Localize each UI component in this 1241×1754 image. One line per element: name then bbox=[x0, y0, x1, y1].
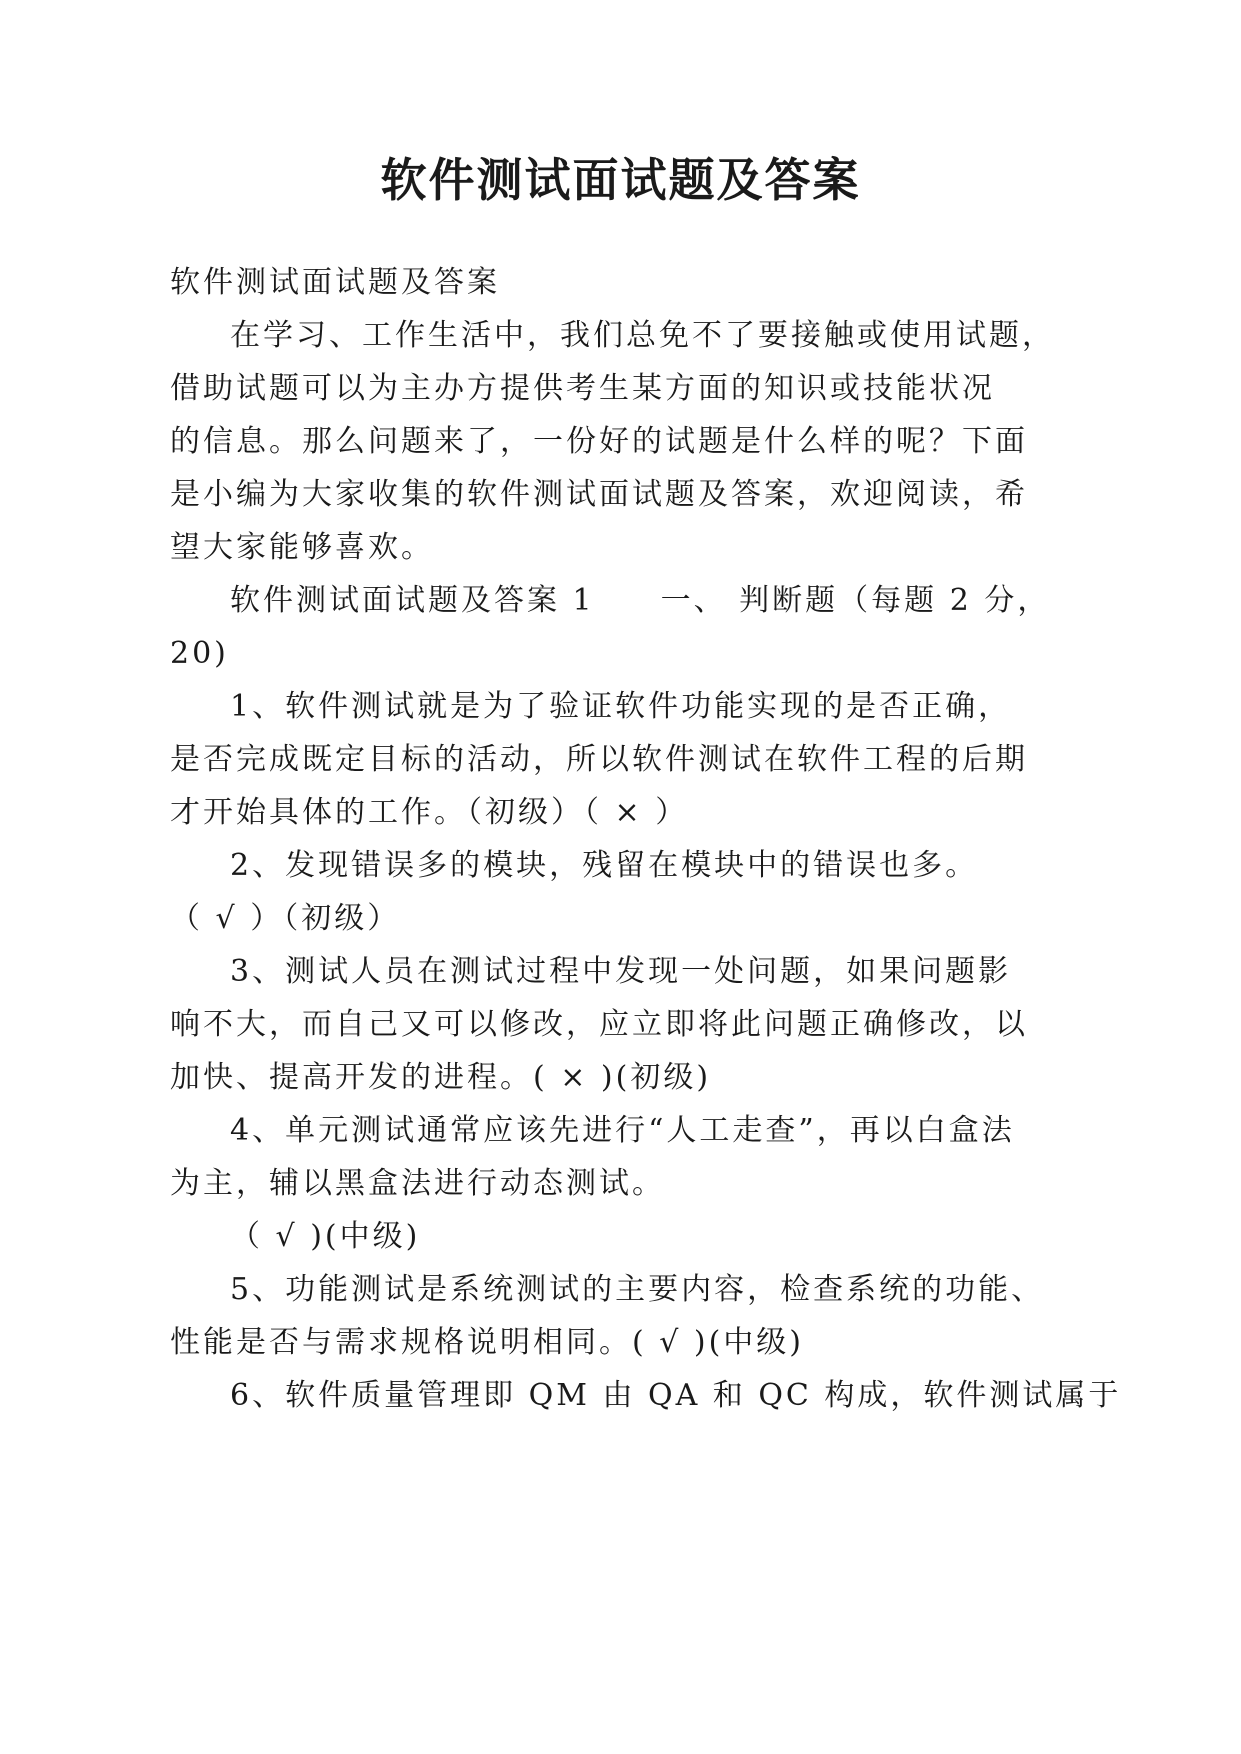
question-5-line-2: 性能是否与需求规格说明相同。( √ )(中级) bbox=[170, 1325, 805, 1360]
document-title: 软件测试面试题及答案 bbox=[380, 153, 861, 207]
question-6-line-1: 6、软件质量管理即 QM 由 QA 和 QC 构成，软件测试属于 bbox=[230, 1378, 1122, 1413]
document-subtitle: 软件测试面试题及答案 bbox=[170, 265, 500, 300]
intro-line-1: 在学习、工作生活中，我们总免不了要接触或使用试题， bbox=[230, 318, 1055, 353]
intro-line-4: 是小编为大家收集的软件测试面试题及答案，欢迎阅读，希 bbox=[170, 477, 1028, 512]
question-1-line-1: 1、软件测试就是为了验证软件功能实现的是否正确， bbox=[230, 689, 1012, 724]
section-heading: 软件测试面试题及答案 1 一、 判断题（每题 2 分， bbox=[230, 583, 1051, 618]
question-1-line-3: 才开始具体的工作。（初级）（ × ） bbox=[170, 795, 689, 830]
intro-line-3: 的信息。那么问题来了，一份好的试题是什么样的呢？下面 bbox=[170, 424, 1028, 459]
question-5-line-1: 5、功能测试是系统测试的主要内容，检查系统的功能、 bbox=[230, 1272, 1045, 1307]
question-2-line-2: （ √ ）（初级） bbox=[170, 901, 401, 936]
section-heading-cont: 20) bbox=[170, 636, 229, 671]
question-3-line-3: 加快、提高开发的进程。( × )(初级) bbox=[170, 1060, 712, 1095]
question-4-line-2: 为主，辅以黑盒法进行动态测试。 bbox=[170, 1166, 665, 1201]
question-1-line-2: 是否完成既定目标的活动，所以软件测试在软件工程的后期 bbox=[170, 742, 1028, 777]
intro-line-5: 望大家能够喜欢。 bbox=[170, 530, 434, 565]
question-3-line-1: 3、测试人员在测试过程中发现一处问题，如果问题影 bbox=[230, 954, 1012, 989]
question-4-line-1: 4、单元测试通常应该先进行“人工走查”，再以白盒法 bbox=[230, 1113, 1015, 1148]
question-4-line-3: （ √ )(中级) bbox=[230, 1219, 421, 1254]
intro-line-2: 借助试题可以为主办方提供考生某方面的知识或技能状况 bbox=[170, 371, 995, 406]
question-3-line-2: 响不大，而自己又可以修改，应立即将此问题正确修改，以 bbox=[170, 1007, 1028, 1042]
question-2-line-1: 2、发现错误多的模块，残留在模块中的错误也多。 bbox=[230, 848, 979, 883]
